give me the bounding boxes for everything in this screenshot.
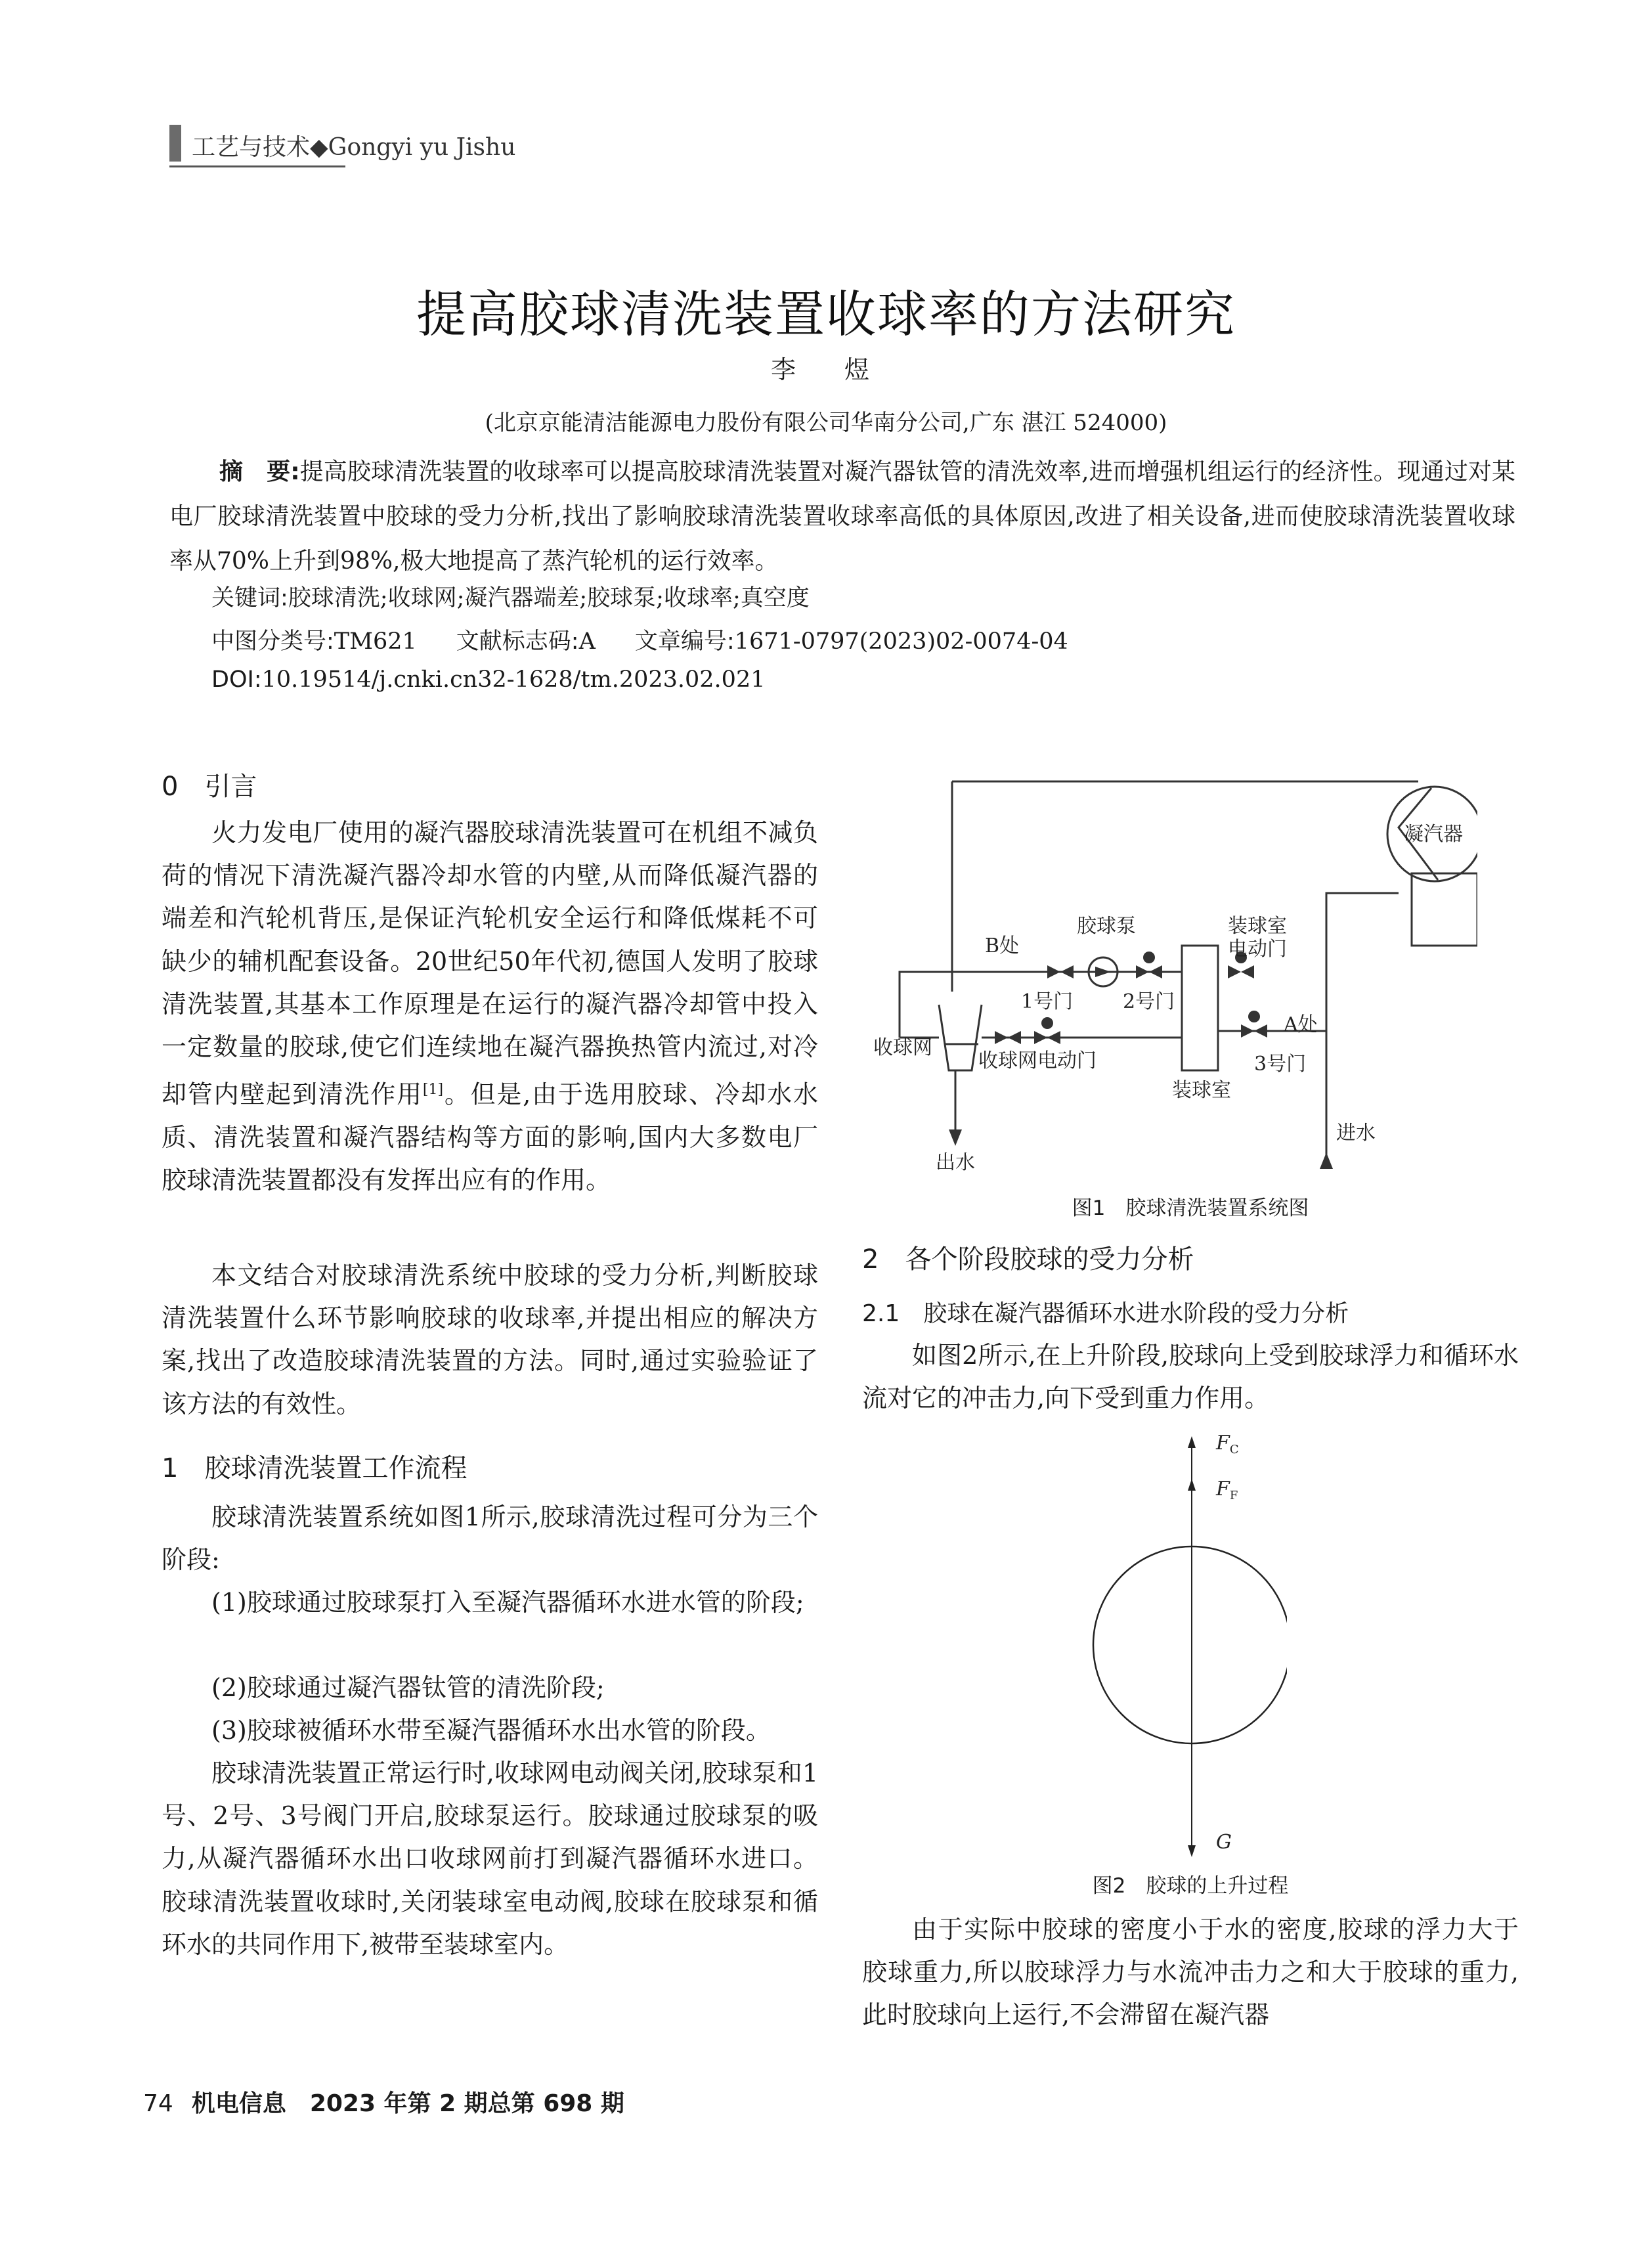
label-valve-2: 2号门 (1123, 990, 1175, 1013)
section-tag: 工艺与技术◆Gongyi yu Jishu (192, 134, 516, 161)
stage-item-2: (2)胶球通过凝汽器钛管的清洗阶段; (211, 1673, 605, 1702)
figure-2-diagram (1077, 1428, 1287, 1862)
label-room-valve-2: 电动门 (1228, 938, 1287, 961)
section-2-1-heading: 2.1 胶球在凝汽器循环水进水阶段的受力分析 (862, 1300, 1349, 1327)
citation-1: [1] (422, 1082, 444, 1099)
force-fc: $F_C$ (1216, 1432, 1239, 1457)
label-net-valve: 收球网电动门 (978, 1049, 1097, 1072)
label-condenser: 凝汽器 (1404, 823, 1463, 846)
keywords (211, 580, 810, 613)
doi (211, 667, 765, 693)
journal-info: 机电信息 2023 年第 2 期总第 698 期 (191, 2090, 624, 2117)
keywords-text: 胶球清洗;收球网;凝汽器端差;胶球泵;收球率;真空度 (288, 585, 810, 611)
stage-item-3: (3)胶球被循环水带至凝汽器循环水出水管的阶段。 (211, 1716, 771, 1745)
clc-label: 中图分类号: (211, 628, 334, 655)
label-pump: 胶球泵 (1077, 915, 1136, 938)
author: 李 煜 (770, 355, 881, 384)
ball-circle (1093, 1546, 1287, 1743)
abstract-label: 摘 要: (219, 458, 300, 485)
doi-value: 10.19514/j.cnki.cn32-1628/tm.2023.02.021 (261, 667, 766, 693)
label-inlet: 进水 (1336, 1122, 1376, 1145)
section-1-heading: 1 胶球清洗装置工作流程 (162, 1453, 467, 1483)
net-shape (939, 1005, 982, 1070)
section-2-heading: 2 各个阶段胶球的受力分析 (862, 1244, 1194, 1275)
ball-room (1182, 946, 1218, 1070)
stage-item-1: (1)胶球通过胶球泵打入至凝汽器循环水进水管的阶段; (211, 1588, 804, 1617)
article-number-label: 文章编号: (634, 628, 735, 655)
force-g: G (1216, 1831, 1232, 1854)
figure-1-caption: 图1 胶球清洗装置系统图 (1072, 1196, 1309, 1220)
sec2-paragraph-2: 由于实际中胶球的密度小于水的密度,胶球的浮力大于胶球重力,所以胶球浮力与水流冲击力之和大于胶球的重力,此时胶球向上运行,不会滞留在凝汽器 (862, 1915, 1519, 2030)
abstract-text: 提高胶球清洗装置的收球率可以提高胶球清洗装置对凝汽器钛管的清洗效率,进而增强机组运行的经济性。现通过对某电厂胶球清洗装置中胶球的受力分析,找出了影响胶球清洗装置收球率高低的具体原因,改进了相关设备,进而使胶球清洗装置收球率从70%上升到98%,极大地提高了蒸汽轮机的运行效率。 (169, 458, 1515, 575)
article-number-value: 1671-0797(2023)02-0074-04 (734, 628, 1068, 655)
label-net: 收球网 (873, 1036, 932, 1059)
paper-title: 提高胶球清洗装置收球率的方法研究 (416, 285, 1236, 343)
sec0-paragraph-1: 火力发电厂使用的凝汽器胶球清洗装置可在机组不减负荷的情况下清洗凝汽器冷却水管的内壁,从而降低凝汽器的端差和汽轮机背压,是保证汽轮机安全运行和降低煤耗不可缺少的辅机配套设备。20世纪50年代初,德国人发明了胶球清洗装置,其基本工作原理是在运行的凝汽器冷却管中投入一定数量的胶球,使它们连续地在凝汽器换热管内流过,对冷却管内壁起到清洗作用[1]。但是,由于选用胶球、冷却水水质、清洗装置和凝汽器结构等方面的影响,国内大多数电厂胶球清洗装置都没有发挥出应有的作用。 (162, 818, 818, 1195)
header-rule (169, 165, 345, 167)
doi-label: DOI: (211, 667, 262, 693)
abstract (169, 450, 1515, 584)
section-0-heading: 0 引言 (162, 772, 257, 802)
label-valve-3: 3号门 (1254, 1053, 1307, 1076)
label-outlet: 出水 (936, 1151, 975, 1174)
force-ff: $F_F$ (1216, 1478, 1238, 1502)
label-room: 装球室 (1172, 1079, 1231, 1102)
clc-value: TM621 (334, 628, 417, 655)
label-b-point: B处 (985, 934, 1020, 957)
doc-code-value: A (578, 628, 596, 655)
sec1-paragraph-1: 胶球清洗装置系统如图1所示,胶球清洗过程可分为三个阶段: (162, 1502, 818, 1575)
label-valve-1: 1号门 (1021, 990, 1074, 1013)
sec0-paragraph-2: 本文结合对胶球清洗系统中胶球的受力分析,判断胶球清洗装置什么环节影响胶球的收球率,并提出相应的解决方案,找出了改造胶球清洗装置的方法。同时,通过实验验证了该方法的有效性。 (162, 1261, 818, 1418)
affiliation: (北京京能清洁能源电力股份有限公司华南分公司,广东 湛江 524000) (485, 410, 1167, 436)
figure-2-caption: 图2 胶球的上升过程 (1092, 1874, 1289, 1898)
sec2-paragraph-1: 如图2所示,在上升阶段,胶球向上受到胶球浮力和循环水流对它的冲击力,向下受到重力作用。 (862, 1341, 1519, 1413)
figure-1-diagram (873, 775, 1477, 1182)
keywords-label: 关键词: (211, 585, 288, 611)
label-room-valve-1: 装球室 (1228, 915, 1287, 938)
label-a-point: A处 (1284, 1013, 1318, 1036)
doc-code-label: 文献标志码: (456, 628, 579, 655)
header-bar (169, 125, 181, 162)
classification (211, 623, 1068, 656)
page-number: 74 (143, 2090, 173, 2117)
page-footer (143, 2085, 624, 2118)
sec1-paragraph-2: 胶球清洗装置正常运行时,收球网电动阀关闭,胶球泵和1号、2号、3号阀门开启,胶球泵运行。胶球通过胶球泵的吸力,从凝汽器循环水出口收球网前打到凝汽器循环水进口。胶球清洗装置收球时,关闭装球室电动阀,胶球在胶球泵和循环水的共同作用下,被带至装球室内。 (162, 1759, 818, 1959)
